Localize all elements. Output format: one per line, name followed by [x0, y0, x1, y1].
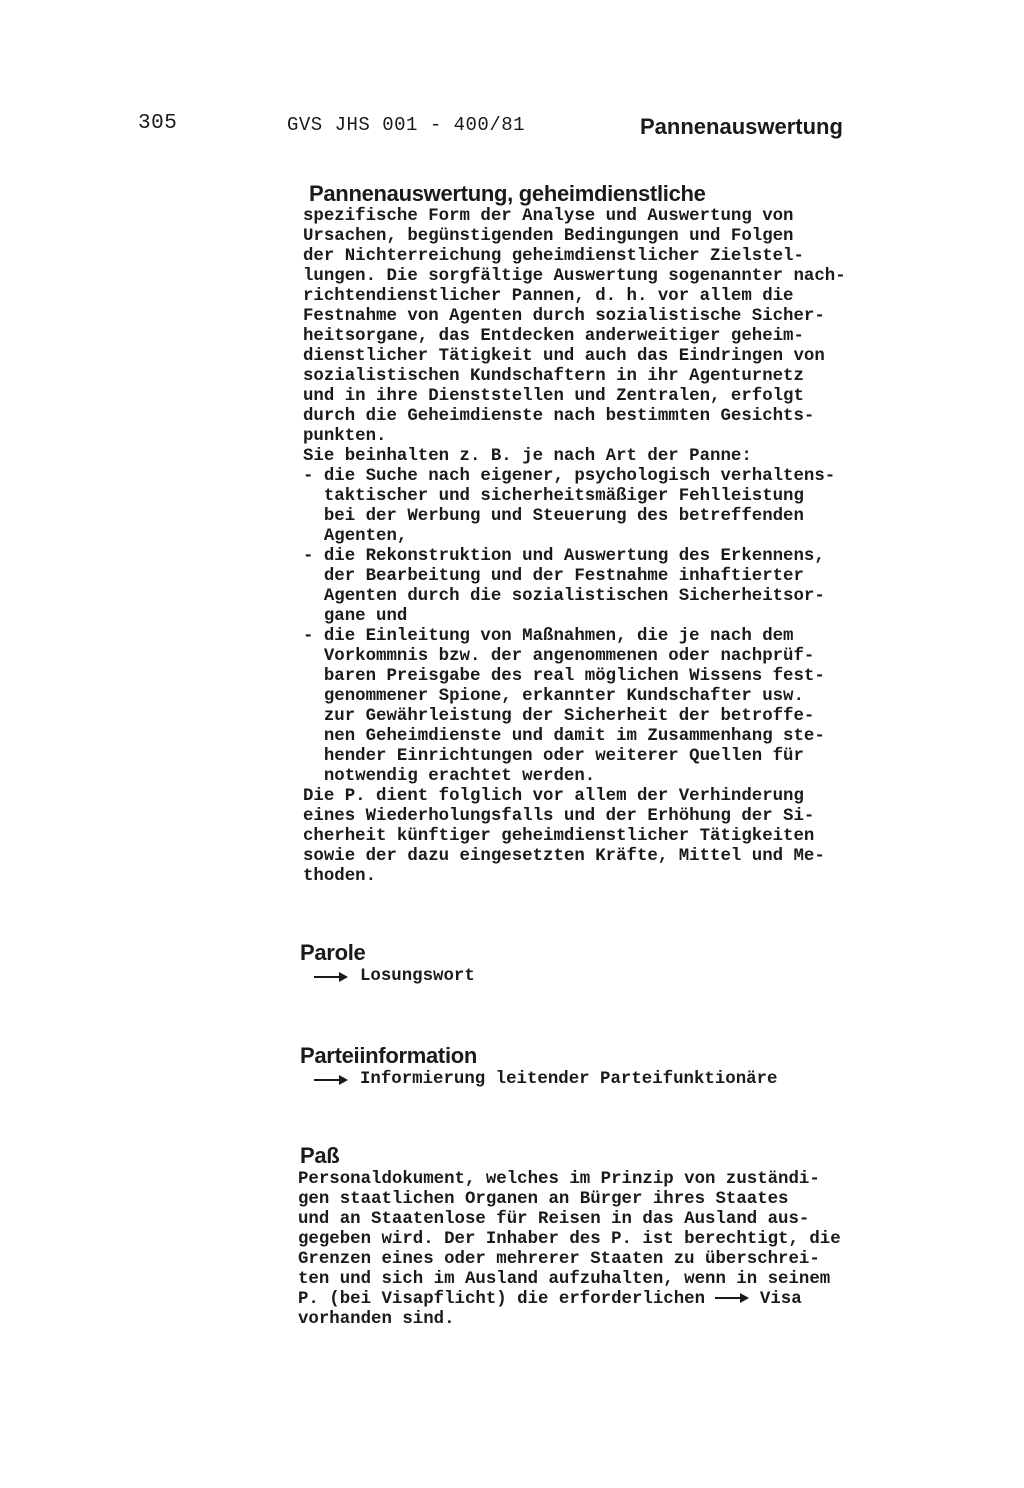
page-number: 305	[138, 112, 178, 135]
reference-label: Losungswort	[360, 967, 475, 986]
entry-title-parole: Parole	[300, 940, 366, 965]
entry-title-pass: Paß	[300, 1143, 340, 1168]
cross-reference-parole[interactable]	[314, 967, 475, 986]
entry-title-parteiinformation: Parteiinformation	[300, 1043, 478, 1068]
entry-text-pannenauswertung: spezifische Form der Analyse und Auswertung von Ursachen, begünstigenden Bedingungen und Folgen der Nichterreichung geheimdienstlicher Zielstel- lungen. Die sorgfältige Auswertung sogenannter nach- richtendienstlicher Pannen, d. h. vor allem die Festnahme von Agenten durch sozialistische Sicher- heitsorgane, das Entdecken anderweitiger geheim- dienstlicher Tätigkeit und auch das Eindringen von sozialistischen Kundschaftern in ihr Agenturnetz und in ihre Dienststellen und Zentralen, erfolgt durch die Geheimdienste nach bestimmten Gesichts- punkten. Sie beinhalten z. B. je nach Art der Panne: - die Suche nach eigener, psychologisch verhaltens- taktischer und sicherheitsmäßiger Fehlleistung bei der Werbung und Steuerung des betreffenden Agenten, - die Rekonstruktion und Auswertung des Erkennens, der Bearbeitung und der Festnahme inhaftierter Agenten durch die sozialistischen Sicherheitsor- gane und - die Einleitung von Maßnahmen, die je nach dem Vorkommnis bzw. der angenommenen oder nachprüf- baren Preisgabe des real möglichen Wissens fest- genommener Spione, erkannter Kundschafter usw. zur Gewährleistung der Sicherheit der betroffe- nen Geheimdienste und damit im Zusammenhang ste- hender Einrichtungen oder weiterer Quellen für notwendig erachtet werden. Die P. dient folglich vor allem der Verhinderung eines Wiederholungsfalls und der Erhöhung der Si- cherheit künftiger geheimdienstlicher Tätigkeiten sowie der dazu eingesetzten Kräfte, Mittel und Me- thoden.	[303, 207, 846, 886]
entry-text-pass-end: vorhanden sind.	[298, 1310, 455, 1329]
entry-text-pass	[298, 1170, 841, 1330]
entry-title-pannenauswertung: Pannenauswertung, geheimdienstliche	[309, 181, 706, 206]
reference-label[interactable]: Visa	[759, 1290, 802, 1309]
see-arrow-icon	[314, 1074, 348, 1086]
cross-reference-parteiinformation[interactable]	[314, 1070, 777, 1089]
reference-label: Informierung leitender Parteifunktionäre	[360, 1070, 778, 1089]
see-arrow-icon	[715, 1292, 749, 1304]
entry-text-pass-main: Personaldokument, welches im Prinzip von zuständi- gen staatlichen Organen an Bürger ihres Staates und an Staatenlose für Reisen in das Ausland aus- gegeben wird. Der Inhaber des P. ist berechtigt, die Grenzen eines oder mehrerer Staaten zu überschrei- ten und sich im Ausland aufzuhalten, wenn in seinem P. (bei Visapflicht) die erforderlichen	[298, 1170, 841, 1309]
running-title: Pannenauswertung	[640, 114, 843, 139]
see-arrow-icon	[314, 971, 348, 983]
document-code: GVS JHS 001 - 400/81	[287, 114, 526, 136]
